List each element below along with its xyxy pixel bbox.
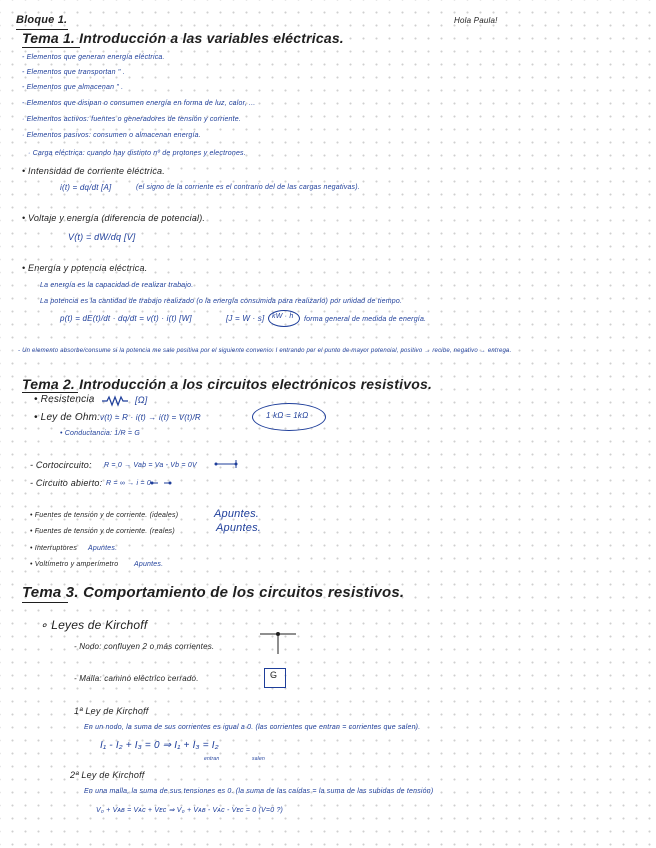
fuentes-reales-tag: Apuntes. bbox=[216, 522, 262, 534]
tema1-bullet-5: · Elementos activos: fuentes o generadores de tensión y corriente. bbox=[22, 116, 242, 123]
voltimetro-tag: Apuntes. bbox=[134, 561, 164, 568]
fuentes-reales: • Fuentes de tensión y de corriente. (reales) bbox=[30, 528, 175, 535]
voltaje-formula: V(t) = dW/dq [V] bbox=[68, 232, 136, 242]
voltimetro: • Voltímetro y amperímetro bbox=[30, 561, 119, 568]
kwh-label: kW · h bbox=[272, 313, 294, 320]
ohm-formula: v(t) = R · i(t) → i(t) = V(t)/R bbox=[100, 413, 201, 422]
open-circuit-icon bbox=[150, 479, 172, 487]
tema1-bullet-7: · Carga eléctrica: cuando hay distinto nº de protones y electrones. bbox=[28, 150, 246, 157]
intensidad-formula: i(t) = dq/dt [A] bbox=[60, 183, 112, 192]
tema2-title: Tema 2. Introducción a los circuitos electrónicos resistivos. bbox=[22, 376, 433, 392]
tema1-bullet-3: - Elementos que almacenan " . bbox=[22, 84, 124, 91]
node-diagram-icon bbox=[260, 628, 296, 658]
ley2-text: En una malla, la suma de sus tensiones es 0. (la suma de las caídas = la suma de las subidas de tensión) bbox=[84, 788, 434, 795]
fuentes-ideales: • Fuentes de tensión y de corriente. (ideales) bbox=[30, 512, 179, 519]
conductancia-label: • Conductancia: 1/R = G bbox=[60, 430, 141, 437]
ley1-under-entran: entran bbox=[204, 756, 220, 762]
circuito-abierto-label: - Circuito abierto: bbox=[30, 478, 103, 488]
ley1-text: En un nodo, la suma de sus corrientes es igual a 0. (las corrientes que entran = corrientes que salen). bbox=[84, 724, 421, 731]
fuentes-ideales-tag: Apuntes. bbox=[214, 508, 260, 520]
tema3-title: Tema 3. Comportamiento de los circuitos resistivos. bbox=[22, 584, 405, 601]
kwh-note: forma general de medida de energía. bbox=[304, 316, 427, 323]
ohm-label: • Ley de Ohm: bbox=[34, 412, 101, 423]
intensidad-note: (el signo de la corriente es el contrario del de las cargas negativas). bbox=[136, 184, 360, 191]
malla-definition: - Malla: camino eléctrico cerrado. bbox=[74, 674, 199, 683]
cortocircuito-formula: R = 0 → Vab = Va - Vb = 0V bbox=[104, 462, 197, 469]
resistor-icon bbox=[102, 396, 128, 406]
ley2-formula: V₀ + Vᴀʙ = Vᴀᴄ + Vᴇᴄ ⇒ V₀ + Vᴀʙ - Vᴀᴄ - Vᴇᴄ = 0 (V=0 ?) bbox=[96, 807, 284, 814]
ley1-title: 1ª Ley de Kirchoff bbox=[74, 706, 149, 716]
resistencia-label: • Resistencia bbox=[34, 394, 95, 405]
tema1-bullet-1: - Elementos que generan energía eléctrica. bbox=[22, 54, 165, 61]
block-title: Bloque 1. bbox=[16, 14, 68, 26]
tema1-title: Tema 1. Introducción a las variables eléctricas. bbox=[22, 30, 344, 46]
circuito-abierto-formula: R = ∞ → i = 0 bbox=[106, 480, 151, 487]
tema1-title-underline bbox=[22, 47, 80, 48]
interruptores: • Interruptores bbox=[30, 545, 78, 552]
convenio-footnote: - Un elemento absorbe/consume si la potencia me sale positiva por el siguiente convenio: I entrando por el punto de mayor potencial, positivo → recibe, negativo → entrega. bbox=[18, 348, 512, 354]
tema3-title-underline bbox=[22, 602, 68, 603]
leyes-kirchoff: ∘ Leyes de Kirchoff bbox=[40, 618, 148, 632]
tema1-bullet-2: - Elementos que transportan " . bbox=[22, 69, 125, 76]
nodo-definition: - Nodo: confluyen 2 o más corrientes. bbox=[74, 642, 215, 651]
energia-label: • Energía y potencia eléctrica. bbox=[22, 263, 148, 273]
intensidad-label: • Intensidad de corriente eléctrica. bbox=[22, 166, 165, 176]
interruptores-tag: Apuntes. bbox=[88, 545, 118, 552]
tema1-bullet-4: - Elementos que disipan o consumen energía en forma de luz, calor, ... bbox=[22, 100, 256, 107]
ohm-oval-text: 1 kΩ = 1kΩ bbox=[266, 411, 309, 420]
resistencia-unit: [Ω] bbox=[135, 395, 148, 405]
ley1-under-salen: salen bbox=[252, 756, 265, 762]
cortocircuito-label: - Cortocircuito: bbox=[30, 460, 92, 470]
tema1-bullet-6: · Elementos pasivos: consumen o almacenan energía. bbox=[22, 132, 201, 139]
energia-line1: La energía es la capacidad de realizar trabajo. bbox=[40, 282, 194, 289]
energia-formula: p(t) = dE(t)/dt · dq/dt = v(t) · i(t) [W] bbox=[60, 314, 192, 323]
malla-box-label: G bbox=[270, 670, 278, 680]
short-circuit-icon bbox=[214, 460, 238, 468]
ley1-formula: I₁ - I₂ + I₃ = 0 ⇒ I₁ + I₃ = I₂ bbox=[100, 740, 219, 751]
energia-line2: La potencia es la cantidad de trabajo realizado (o la energía consumida para realizarlo) por unidad de tiempo. bbox=[40, 298, 403, 305]
voltaje-label: • Voltaje y energía (diferencia de potencial). bbox=[22, 213, 206, 223]
energia-units: [J = W · s] bbox=[226, 314, 265, 323]
ley2-title: 2ª Ley de Kirchoff bbox=[70, 770, 145, 780]
greeting-note: Hola Paula! bbox=[454, 16, 498, 25]
